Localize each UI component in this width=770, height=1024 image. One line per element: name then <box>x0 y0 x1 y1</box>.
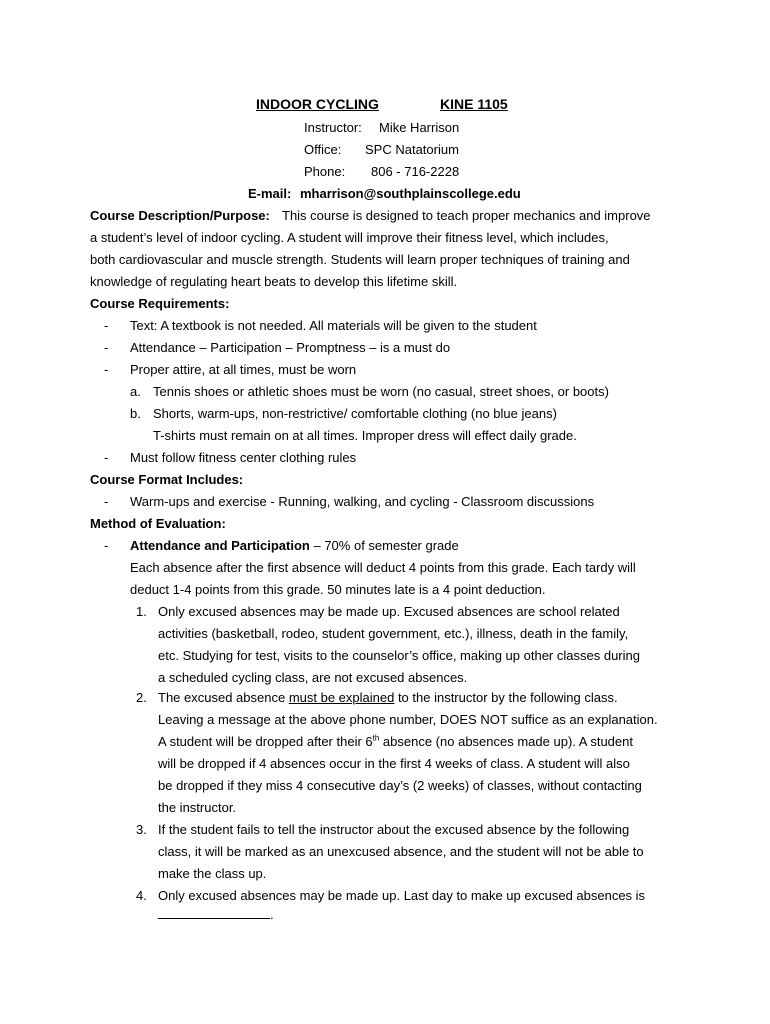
evaluation-heading: Method of Evaluation: <box>90 516 226 531</box>
rule-text: be dropped if they miss 4 consecutive day’s (2 weeks) of classes, without contacting <box>158 778 642 793</box>
description-line: both cardiovascular and muscle strength. Students will learn proper techniques of training and <box>90 252 630 267</box>
rule-number: 1. <box>136 604 147 619</box>
rule-text-part: A student will be dropped after their 6 <box>158 734 373 749</box>
attendance-text: deduct 1-4 points from this grade. 50 minutes late is a 4 point deduction. <box>130 582 546 597</box>
rule-text: the instructor. <box>158 800 237 815</box>
fill-in-blank-line <box>158 906 274 923</box>
attendance-text: Each absence after the first absence will deduct 4 points from this grade. Each tardy will <box>130 560 636 575</box>
bullet: - <box>104 450 109 465</box>
rule-number: 4. <box>136 888 147 903</box>
blank-period: . <box>270 907 274 922</box>
attendance-weight: – 70% of semester grade <box>309 538 459 553</box>
course-code: KINE 1105 <box>440 96 508 112</box>
description-line: knowledge of regulating heart beats to develop this lifetime skill. <box>90 274 458 289</box>
sub-item-continuation: T-shirts must remain on at all times. Improper dress will effect daily grade. <box>153 428 577 443</box>
attendance-heading: Attendance and Participation <box>130 538 310 553</box>
rule-text: If the student fails to tell the instructor about the excused absence by the following <box>158 822 630 837</box>
office-label: Office: <box>304 142 342 157</box>
rule-text-part: to the instructor by the following class. <box>394 690 618 705</box>
email-label: E-mail: <box>248 186 292 201</box>
email-value: mharrison@southplainscollege.edu <box>300 186 521 201</box>
bullet: - <box>104 340 109 355</box>
rule-text: class, it will be marked as an unexcused absence, and the student will not be able to <box>158 844 644 859</box>
format-heading: Course Format Includes: <box>90 472 244 487</box>
bullet: - <box>104 318 109 333</box>
rule-text <box>158 690 618 706</box>
title-row <box>0 96 770 114</box>
rule-number: 3. <box>136 822 147 837</box>
requirement-item: Text: A textbook is not needed. All materials will be given to the student <box>130 318 537 333</box>
rule-text: etc. Studying for test, visits to the counselor’s office, making up other classes during <box>158 648 640 663</box>
instructor-label: Instructor: <box>304 120 362 135</box>
requirement-item: Proper attire, at all times, must be worn <box>130 362 357 377</box>
rule-text: activities (basketball, rodeo, student government, etc.), illness, death in the family, <box>158 626 629 641</box>
blank-underline <box>158 906 270 919</box>
emphasis-underline: must be explained <box>288 690 395 705</box>
rule-text-part: absence (no absences made up). A student <box>379 734 633 749</box>
attendance-heading-line <box>130 538 459 554</box>
rule-number: 2. <box>136 690 147 705</box>
course-name: INDOOR CYCLING <box>256 96 379 112</box>
phone-label: Phone: <box>304 164 346 179</box>
office-value: SPC Natatorium <box>365 142 459 157</box>
bullet: - <box>104 494 109 509</box>
rule-text: Only excused absences may be made up. Excused absences are school related <box>158 604 620 619</box>
rule-text: make the class up. <box>158 866 267 881</box>
ordinal-superscript: th <box>372 733 380 743</box>
sub-item-marker: a. <box>130 384 141 399</box>
rule-text <box>158 734 633 750</box>
description-line: This course is designed to teach proper mechanics and improve <box>282 208 651 223</box>
instructor-value: Mike Harrison <box>379 120 460 135</box>
bullet: - <box>104 362 109 377</box>
description-line: a student’s level of indoor cycling. A student will improve their fitness level, which includes, <box>90 230 609 245</box>
rule-text: a scheduled cycling class, are not excused absences. <box>158 670 468 685</box>
rule-text: Leaving a message at the above phone number, DOES NOT suffice as an explanation. <box>158 712 658 727</box>
sub-item-marker: b. <box>130 406 141 421</box>
rule-text-part: The excused absence <box>158 690 289 705</box>
requirement-item: Attendance – Participation – Promptness – is a must do <box>130 340 451 355</box>
sub-item: Shorts, warm-ups, non-restrictive/ comfortable clothing (no blue jeans) <box>153 406 557 421</box>
format-item: Warm-ups and exercise - Running, walking, and cycling - Classroom discussions <box>130 494 595 509</box>
sub-item: Tennis shoes or athletic shoes must be worn (no casual, street shoes, or boots) <box>153 384 609 399</box>
requirement-item: Must follow fitness center clothing rules <box>130 450 357 465</box>
rule-text: will be dropped if 4 absences occur in the first 4 weeks of class. A student will also <box>158 756 630 771</box>
bullet: - <box>104 538 109 553</box>
rule-text: Only excused absences may be made up. Last day to make up excused absences is <box>158 888 646 903</box>
requirements-heading: Course Requirements: <box>90 296 230 311</box>
phone-value: 806 - 716-2228 <box>371 164 460 179</box>
description-heading: Course Description/Purpose: <box>90 208 270 223</box>
